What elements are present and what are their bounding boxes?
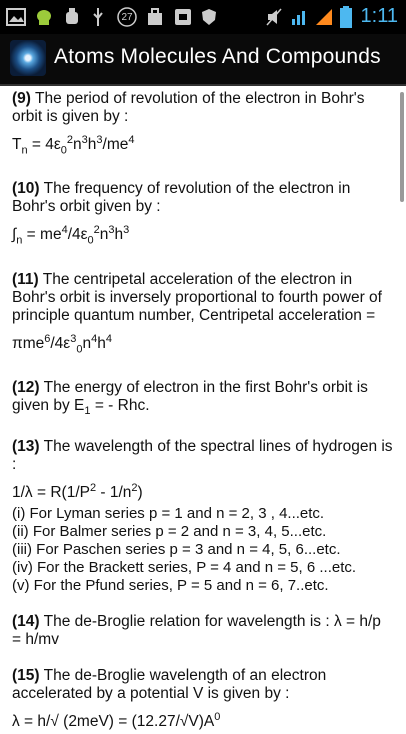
item-14 [12,613,394,649]
formula-13: $1/\lambda = R(1/P^2 - 1/n^2)$ [12,481,143,501]
scrollbar[interactable] [400,92,404,202]
item-9 [12,90,394,162]
formula-15: λ = h/√ $(2meV) = (12.27/√V)A^0$ [12,711,221,731]
item-13 [12,438,394,595]
item-number: (13) [12,437,40,455]
android-icon [34,7,54,27]
usb-icon [90,7,106,27]
bag-icon [146,7,164,27]
item-number: (10) [12,180,40,198]
notification-count-icon [116,7,138,27]
item-text: The frequency of revolution of the electron in Bohr's orbit given by : [12,180,351,216]
item-number: (9) [12,90,31,107]
battery-icon [340,7,352,27]
status-bar [0,0,406,34]
item-10 [12,180,394,252]
content-scroll-area[interactable] [0,86,406,731]
item-text: The energy of electron in the first Bohr's orbit is given by E [12,378,368,414]
list-item: (i) For Lyman series p = 1 and n = 2, 3 , 4...etc. [12,505,325,522]
wifi-signal-icon [290,7,310,27]
item-text: The centripetal acceleration of the electron in Bohr's orbit is inversely proportional to fourth power of principle quantum number, Centripetal acceleration = [12,270,382,324]
android-debug-icon [62,7,82,27]
notification-count: 27 [121,11,133,23]
item-12: (12) The energy of electron in the first Bohr's orbit is given by $E_1$ = - Rhc. [12,378,368,417]
mute-icon [266,7,282,27]
item-text: The de-Broglie wavelength of an electron accelerated by a potential V is given by : [12,667,327,702]
formula-11: $\pi me^6/4\varepsilon^3_0n^4h^4$ [12,332,112,355]
item-text: The period of revolution of the electron in Bohr's orbit is given by : [12,90,365,125]
item-11 [12,271,394,361]
clock-time: 1:11 [360,5,398,27]
item-number: (12) [12,378,40,396]
app-icon[interactable] [10,40,46,76]
image-icon [6,7,26,27]
item-number: (14) [12,613,40,630]
item-text: The de-Broglie relation for wavelength is : λ = h/p = h/mv [12,613,381,648]
formula-9: $T_n = 4\varepsilon_0^2n^3h^3/me^4$ [12,134,135,157]
cell-signal-icon [314,7,334,27]
item-number: (11) [12,270,39,288]
app-title-bar [0,34,406,86]
item-15 [12,667,394,734]
list-item: (iii) For Paschen series p = 3 and n = 4, 5, 6...etc. [12,541,341,558]
app-title: Atoms Molecules And Compounds [54,45,381,68]
list-item: (ii) For Balmer series p = 2 and n = 3, 4, 5...etc. [12,523,327,540]
store-icon [174,7,192,27]
shield-icon [200,7,218,27]
list-item: (v) For the Pfund series, P = 5 and n = 6, 7..etc. [12,577,329,594]
list-item: (iv) For the Brackett series, P = 4 and n = 5, 6 ...etc. [12,559,357,576]
item-number: (15) [12,667,40,684]
item-text: The wavelength of the spectral lines of hydrogen is : [12,437,393,473]
series-list [12,505,394,595]
formula-10: $\int_n = me^4/4\varepsilon_0^2n^3h^3$ [12,224,130,247]
